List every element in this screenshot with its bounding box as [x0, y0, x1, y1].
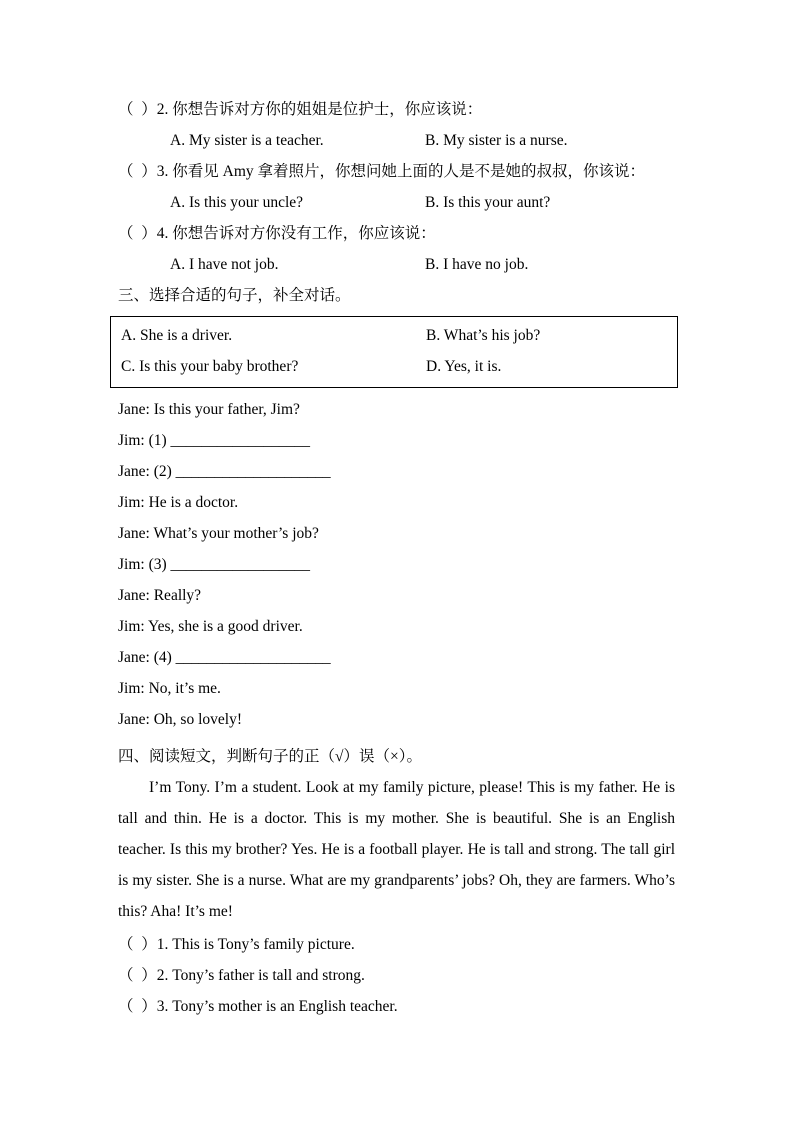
box-option-d: D. Yes, it is. [426, 358, 502, 375]
dialog-line: Jane: (4) ____________________ [118, 649, 331, 666]
box-option-c: C. Is this your baby brother? [121, 358, 299, 375]
dialog-line: Jim: No, it’s me. [118, 680, 221, 697]
dialog-line: Jane: Oh, so lovely! [118, 711, 242, 728]
dialog-line: Jim: (1) __________________ [118, 432, 311, 449]
section-3-title: 三、选择合适的句子，补全对话。 [118, 287, 351, 304]
option-b: B. I have no job. [425, 256, 529, 273]
question-text: （ ）2. 你想告诉对方你的姐姐是位护士，你应该说： [118, 101, 483, 118]
dialog-line: Jane: Really? [118, 587, 202, 604]
box-option-a: A. She is a driver. [121, 327, 233, 344]
dialog-line: Jim: He is a doctor. [118, 494, 239, 511]
answer-choices-box [110, 316, 678, 388]
section-4-title: 四、阅读短文，判断句子的正（√）误（×）。 [118, 748, 422, 765]
question-text: （ ）3. 你看见 Amy 拿着照片，你想问她上面的人是不是她的叔叔，你该说： [118, 163, 646, 180]
box-option-b: B. What’s his job? [426, 327, 541, 344]
question-item-4 [118, 218, 675, 280]
dialog-line: Jane: (2) ____________________ [118, 463, 331, 480]
option-b: B. My sister is a nurse. [425, 132, 568, 149]
question-text: （ ）4. 你想告诉对方你没有工作，你应该说： [118, 225, 436, 242]
option-a: A. Is this your uncle? [170, 194, 304, 211]
option-b: B. Is this your aunt? [425, 194, 551, 211]
options-row [118, 187, 675, 218]
dialog-line: Jim: (3) __________________ [118, 556, 311, 573]
options-row [118, 249, 675, 280]
reading-passage: I’m Tony. I’m a student. Look at my family picture, please! This is my father. He is tall and thin. He is a doctor. This is my mother. She is beautiful. She is an English teacher. Is this my brother? Yes. He is a football player. He is tall and strong. The tall girl is my sister. She is a nurse. What are my grandparents’ jobs? Oh, they are farmers. Who’s this? Aha! It’s me! [118, 779, 675, 920]
question-item-3 [118, 156, 675, 218]
option-a: A. I have not job. [170, 256, 279, 273]
answer-box-row-2 [121, 351, 677, 382]
question-item-2 [118, 94, 675, 156]
true-false-item: （ ）3. Tony’s mother is an English teacher. [118, 998, 398, 1015]
true-false-item: （ ）1. This is Tony’s family picture. [118, 936, 355, 953]
answer-box-row-1 [121, 320, 677, 351]
dialog-line: Jim: Yes, she is a good driver. [118, 618, 303, 635]
true-false-item: （ ）2. Tony’s father is tall and strong. [118, 967, 365, 984]
dialog-line: Jane: Is this your father, Jim? [118, 401, 300, 418]
options-row [118, 125, 675, 156]
dialog [118, 394, 675, 735]
true-false-items [118, 929, 675, 1022]
option-a: A. My sister is a teacher. [170, 132, 324, 149]
dialog-line: Jane: What’s your mother’s job? [118, 525, 319, 542]
